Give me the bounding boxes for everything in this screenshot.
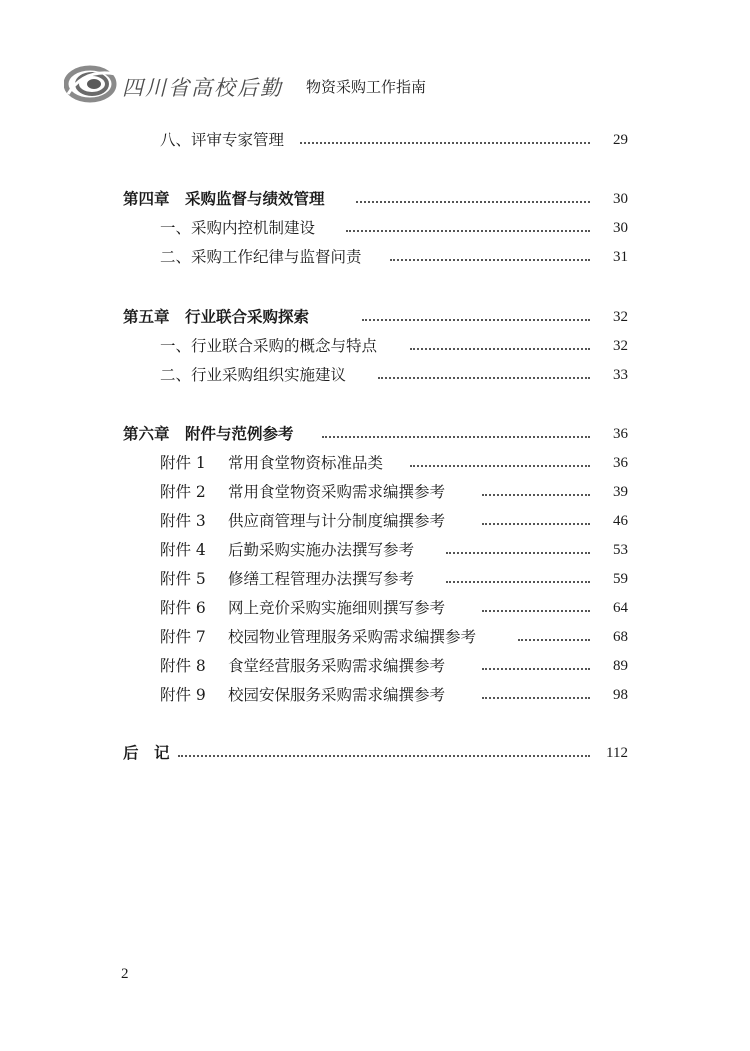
appendix-name: 供应商管理与计分制度编撰参考 — [228, 512, 446, 530]
leader-dots — [378, 377, 590, 379]
toc-appendix-title — [160, 596, 447, 620]
toc-chapter — [0, 305, 750, 329]
leader-dots — [178, 755, 590, 757]
toc-entry-page: 89 — [613, 658, 628, 674]
leader-dots — [482, 523, 590, 525]
toc-appendix-title — [160, 683, 447, 707]
toc-appendix-title — [160, 625, 478, 649]
toc-entry-page: 53 — [613, 542, 628, 558]
appendix-number: 附件 6 — [160, 599, 206, 617]
appendix-name: 常用食堂物资标准品类 — [228, 454, 384, 472]
toc-appendix — [0, 625, 750, 649]
toc-appendix — [0, 451, 750, 475]
toc-entry-page: 36 — [613, 455, 628, 471]
toc-appendix — [0, 509, 750, 533]
toc-entry-title: 一、行业联合采购的概念与特点 — [160, 334, 379, 358]
toc-entry-page: 33 — [613, 367, 628, 383]
appendix-number: 附件 5 — [160, 570, 206, 588]
leader-dots — [482, 610, 590, 612]
leader-dots — [446, 552, 590, 554]
toc-chapter — [0, 187, 750, 211]
toc-chapter-title: 第四章 采购监督与绩效管理 — [123, 187, 327, 211]
toc-appendix — [0, 654, 750, 678]
toc-entry-title: 二、行业采购组织实施建议 — [160, 363, 348, 387]
leader-dots — [482, 668, 590, 670]
appendix-number: 附件 3 — [160, 512, 206, 530]
appendix-name: 修缮工程管理办法撰写参考 — [228, 570, 415, 588]
appendix-number: 附件 4 — [160, 541, 206, 559]
running-header — [64, 64, 564, 104]
toc-appendix — [0, 683, 750, 707]
leader-dots — [362, 319, 590, 321]
toc-entry-title: 二、采购工作纪律与监督问责 — [160, 245, 364, 269]
toc-entry-page: 29 — [613, 132, 628, 148]
appendix-name: 食堂经营服务采购需求编撰参考 — [228, 657, 446, 675]
toc-appendix-title — [160, 451, 385, 475]
toc-chapter-title: 第五章 行业联合采购探索 — [123, 305, 311, 329]
toc-entry-page: 30 — [613, 191, 628, 207]
toc-entry-page: 39 — [613, 484, 628, 500]
toc-entry-page: 59 — [613, 571, 628, 587]
leader-dots — [410, 465, 590, 467]
leader-dots — [390, 259, 590, 261]
toc-appendix-title — [160, 654, 447, 678]
appendix-number: 附件 1 — [160, 454, 206, 472]
logo-swirl-icon — [64, 64, 120, 104]
leader-dots — [446, 581, 590, 583]
toc-entry-page: 46 — [613, 513, 628, 529]
toc-appendix-title — [160, 538, 416, 562]
toc-entry-page: 31 — [613, 249, 628, 265]
appendix-name: 校园安保服务采购需求编撰参考 — [228, 686, 446, 704]
appendix-number: 附件 2 — [160, 483, 206, 501]
leader-dots — [482, 697, 590, 699]
header-calligraphy: 四川省高校后勤 — [122, 76, 283, 100]
appendix-name: 校园物业管理服务采购需求编撰参考 — [228, 628, 477, 646]
toc-entry — [0, 216, 750, 240]
leader-dots — [346, 230, 590, 232]
leader-dots — [356, 201, 590, 203]
header-subtitle: 物资采购工作指南 — [306, 78, 427, 96]
leader-dots — [322, 436, 590, 438]
toc-afterword-title: 后 记 — [123, 741, 172, 765]
toc-appendix-title — [160, 480, 447, 504]
toc-afterword — [0, 741, 750, 765]
appendix-name: 网上竞价采购实施细则撰写参考 — [228, 599, 446, 617]
toc-entry-page: 98 — [613, 687, 628, 703]
toc-entry — [0, 245, 750, 269]
leader-dots — [300, 142, 590, 144]
appendix-name: 常用食堂物资采购需求编撰参考 — [228, 483, 446, 501]
toc-appendix — [0, 538, 750, 562]
toc-entry — [0, 363, 750, 387]
toc-entry — [0, 334, 750, 358]
toc-chapter-title: 第六章 附件与范例参考 — [123, 422, 296, 446]
toc-chapter — [0, 422, 750, 446]
toc-entry-page: 30 — [613, 220, 628, 236]
leader-dots — [518, 639, 590, 641]
toc-entry-page: 64 — [613, 600, 628, 616]
toc-entry-title: 一、采购内控机制建设 — [160, 216, 317, 240]
appendix-number: 附件 9 — [160, 686, 206, 704]
leader-dots — [410, 348, 590, 350]
toc-entry-page: 112 — [606, 745, 628, 761]
toc-appendix-title — [160, 567, 416, 591]
appendix-number: 附件 7 — [160, 628, 206, 646]
toc-entry-title: 八、评审专家管理 — [160, 128, 286, 152]
toc-appendix — [0, 480, 750, 504]
toc-entry-page: 68 — [613, 629, 628, 645]
leader-dots — [482, 494, 590, 496]
toc-entry-page: 36 — [613, 426, 628, 442]
toc-appendix — [0, 596, 750, 620]
toc-entry-page: 32 — [613, 309, 628, 325]
toc-entry-page: 32 — [613, 338, 628, 354]
toc-entry — [0, 128, 750, 152]
toc-appendix-title — [160, 509, 447, 533]
page-number: 2 — [121, 966, 129, 982]
appendix-number: 附件 8 — [160, 657, 206, 675]
toc-appendix — [0, 567, 750, 591]
appendix-name: 后勤采购实施办法撰写参考 — [228, 541, 415, 559]
